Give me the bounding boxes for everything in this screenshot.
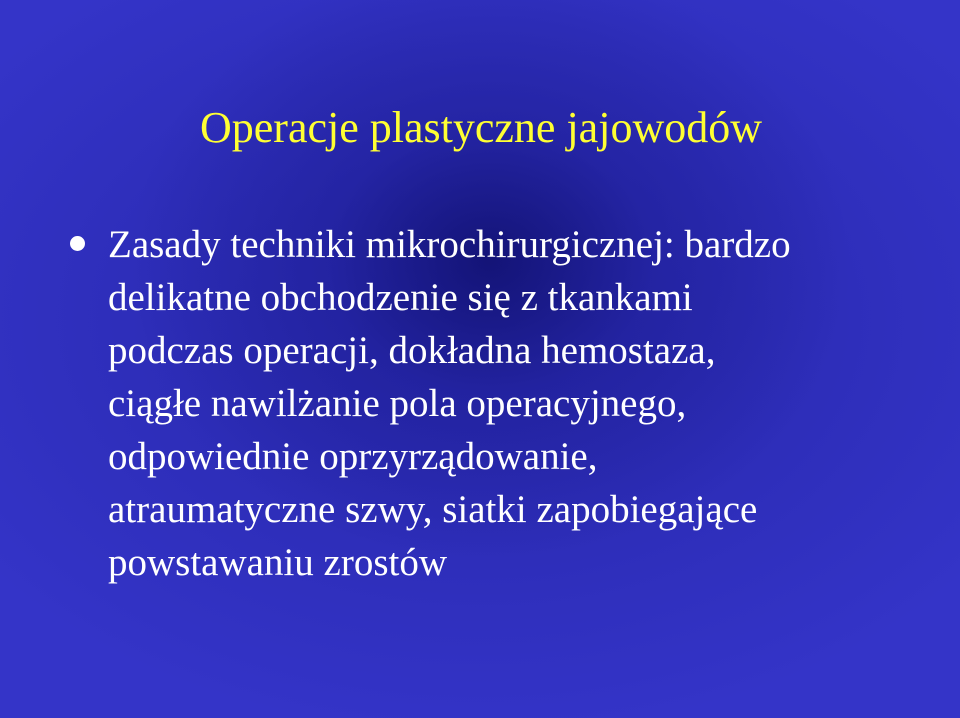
bullet-list bbox=[62, 218, 882, 589]
bullet-line-7: powstawaniu zrostów bbox=[108, 541, 448, 584]
bullet-line-6: atraumatyczne szwy, siatki zapobiegające bbox=[108, 488, 758, 531]
slide-title: Operacje plastyczne jajowodów bbox=[200, 103, 762, 152]
bullet-line-3: podczas operacji, dokładna hemostaza, bbox=[108, 329, 716, 372]
bullet-dot-icon bbox=[70, 236, 85, 251]
bullet-line-2: delikatne obchodzenie się z tkankami bbox=[108, 276, 693, 319]
bullet-line-1: Zasady techniki mikrochirurgicznej: bardzo bbox=[108, 223, 791, 266]
bullet-line-5: odpowiednie oprzyrządowanie, bbox=[108, 435, 598, 478]
bullet-item bbox=[62, 218, 882, 589]
bullet-line-4: ciągłe nawilżanie pola operacyjnego, bbox=[108, 382, 687, 425]
